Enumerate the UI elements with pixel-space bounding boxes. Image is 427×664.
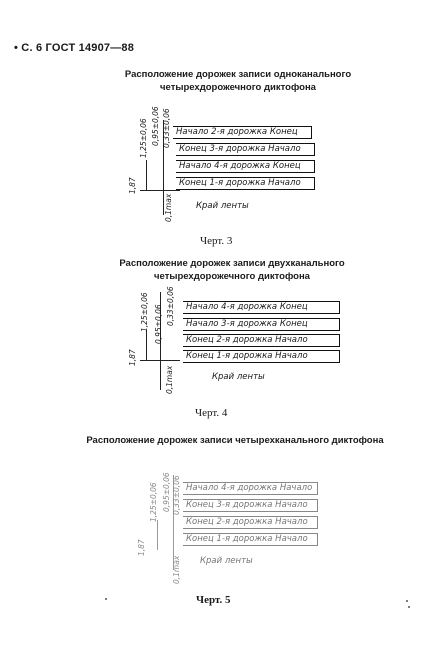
tape-edge-label: Край ленты [200,556,253,566]
track-4: Начало 4-я дорожка Конец [183,301,340,314]
page-header: • С. 6 ГОСТ 14907—88 [14,42,135,54]
dimension-label: 1,87 [128,177,137,194]
scan-speck [406,600,408,602]
figure-heading: Расположение дорожек записи двухканального четырехдорожечного диктофона [119,258,345,282]
dimension-label: 1,25±0,06 [140,292,149,332]
figure-caption: Черт. 3 [200,235,233,247]
track-1: Конец 1-я дорожка Начало [183,350,340,363]
scan-speck [105,598,107,600]
dimension-line [146,160,147,190]
tape-edge-label: Край ленты [212,372,265,382]
track-3: Конец 3-я дорожка Начало [183,499,318,512]
dimension-label: 0,95±0,06 [154,304,163,344]
track-1: Конец 1-я дорожка Начало [176,177,315,190]
dimension-label: 0,33±0,06 [172,475,181,515]
dimension-label: 0,1max [165,365,174,394]
dimension-label: 0,95±0,06 [151,106,160,146]
dimension-line [157,520,158,550]
dimension-label: 1,87 [128,349,137,366]
dimension-label: 1,25±0,06 [149,482,158,522]
track-2: Начало 2-я дорожка Конец [173,126,312,139]
figure-caption: Черт. 5 [196,594,231,606]
figure-caption: Черт. 4 [195,407,228,419]
tape-edge-label: Край ленты [196,201,249,211]
track-3: Начало 3-я дорожка Конец [183,318,340,331]
dimension-label: 1,87 [137,539,146,556]
dimension-label: 0,33±0,06 [166,286,175,326]
scan-speck [408,606,410,608]
dimension-label: 1,25±0,06 [139,118,148,158]
dimension-label: 0,95±0,06 [162,472,171,512]
track-4: Начало 4-я дорожка Конец [176,160,315,173]
track-4: Начало 4-я дорожка Начало [183,482,318,495]
dimension-label: 0,1max [172,555,181,584]
dimension-line [140,190,180,191]
track-2: Конец 2-я дорожка Начало [183,334,340,347]
track-1: Конец 1-я дорожка Начало [183,533,318,546]
figure-heading: Расположение дорожек записи одноканального четырехдорожечного диктофона [124,69,352,93]
track-2: Конец 2-я дорожка Начало [183,516,318,529]
dimension-line [140,360,180,361]
dimension-line [146,330,147,360]
track-3: Конец 3-я дорожка Начало [176,143,315,156]
figure-heading: Расположение дорожек записи четырехканального диктофона [86,435,384,446]
dimension-label: 0,33±0,06 [162,108,171,148]
dimension-label: 0,1max [164,193,173,222]
